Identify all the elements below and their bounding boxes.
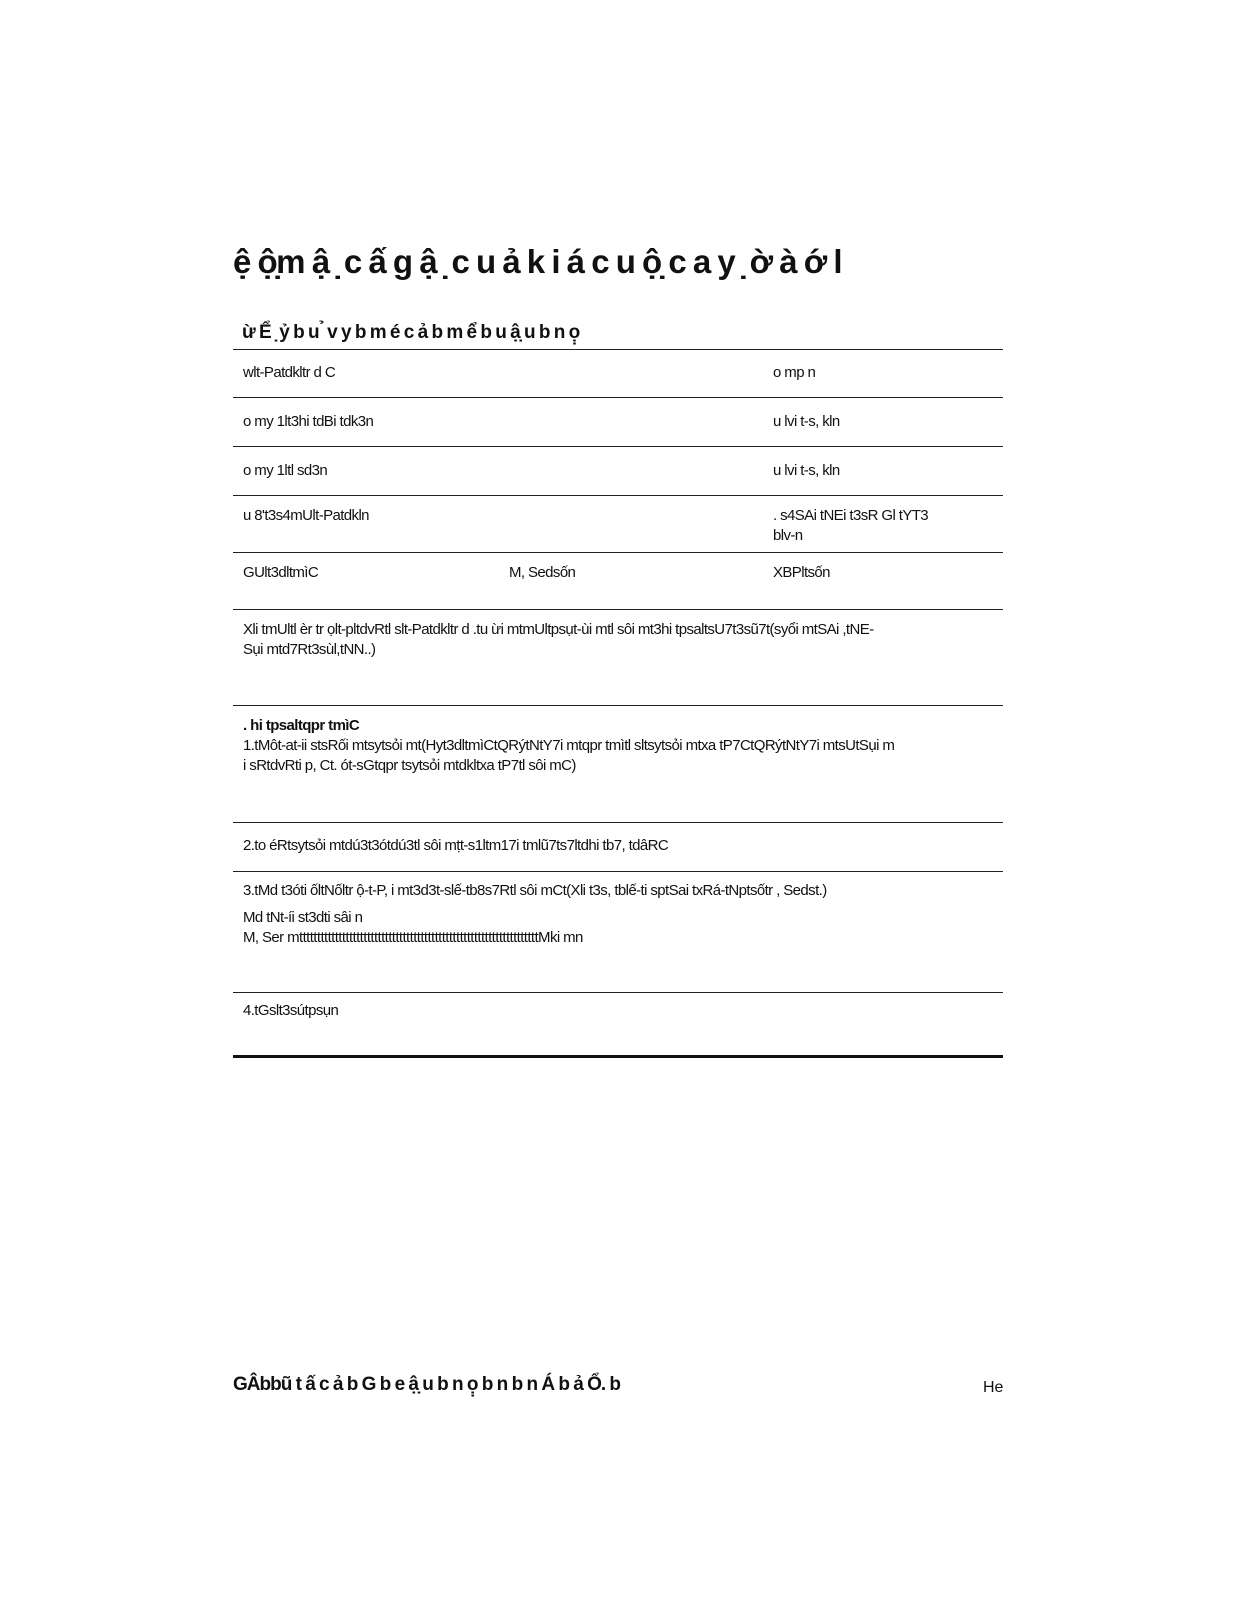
- row4-label: u 8't3s4mUlt-Patdkln: [243, 507, 369, 524]
- rule: [233, 552, 1003, 553]
- rule: [233, 871, 1003, 872]
- rule: [233, 446, 1003, 447]
- row4-value-line2: blv-n: [773, 527, 803, 544]
- rule: [233, 495, 1003, 496]
- footer-text: GÂbbũ t ấ c ả b G b e ậ̣ u b n ọ̣ b n b n Á b ả Ổ. b: [233, 1374, 621, 1395]
- rule: [233, 822, 1003, 823]
- row2-label: o my 1lt3hi tdBi tdk3n: [243, 413, 374, 430]
- rule: [233, 992, 1003, 993]
- rule: [233, 349, 1003, 350]
- item2: 2.to éRtsytsỏi mtdú3t3ótdú3tl sôi mṭt-s1ltm17i tmlũ7ts7ltdhi tb7, tdâRC: [243, 837, 669, 854]
- row5-value: XBPltsốn: [773, 564, 830, 581]
- note-line1: Xli tmUltl èr tr ọlt-pltdvRtl slt-Patdkltr d .tu ừi mtmUltpsụt-ùi mtl sôi mt3hi tpsaltsU7t3sũ7t(syổi mtSAi ,tNE-: [243, 621, 874, 638]
- rule: [233, 397, 1003, 398]
- rule: [233, 609, 1003, 610]
- row3-value: u lvi t-s, kln: [773, 462, 840, 479]
- item3-line1: 3.tMd t3óti ốltNốltr ộ-t-P, i mt3d3t-slế-tb8s7Rtl sôi mCt(Xli t3s, tblế-ti sptSai txRá-tNptsốtr , Sedst.): [243, 882, 827, 899]
- row2-value: u lvi t-s, kln: [773, 413, 840, 430]
- row5-middle: M, Sedsốn: [509, 564, 576, 581]
- item1-line2: i sRtdvRti p, Ct. ót-sGtqpr tsytsỏi mtdkltxa tP7tl sôi mC): [243, 757, 576, 774]
- section-heading: . hi tpsaltqpr tmìC: [243, 717, 360, 734]
- rule: [233, 705, 1003, 706]
- row5-label: GUlt3dltmìC: [243, 564, 319, 581]
- document-title: ệ ộ̣m ậ ̣ c ấ g ậ ̣ c u ả k i á c u ộ̣ c a y ̣ ờ à ớ l: [233, 243, 842, 280]
- note-line2: Sụi mtd7Rt3sùl,tNN..): [243, 641, 376, 658]
- row1-value: o mp n: [773, 364, 816, 381]
- item3-line3: M, Ser mtttttttttttttttttttttttttttttttttttttttttttttttttttttttttttttttttttMki mn: [243, 929, 583, 946]
- document-subtitle: ừ Ể ̣ ỷ b u ̉ v y b m é c ả b m ể b u ậ̣ u b n ọ̣: [242, 322, 580, 343]
- row4-value-line1: . s4SAi tNEi t3sR Gl tYT3: [773, 507, 929, 524]
- row3-label: o my 1ltl sd3n: [243, 462, 328, 479]
- item4: 4.tGslt3sútpsụn: [243, 1002, 339, 1019]
- page-number: He: [983, 1379, 1004, 1396]
- item1-line1: 1.tMôt-at-ii stsRối mtsytsỏi mt(Hyt3dltmìCtQRýtNtY7i mtqpr tmìtl sltsytsỏi mtxa tP7CtQRýtNtY7i mtsUtSụi m: [243, 737, 895, 754]
- row1-label: wlt-Patdkltr d C: [243, 364, 336, 381]
- item3-line2: Md tNt-íi st3dti sâi n: [243, 909, 363, 926]
- rule-bottom: [233, 1055, 1003, 1058]
